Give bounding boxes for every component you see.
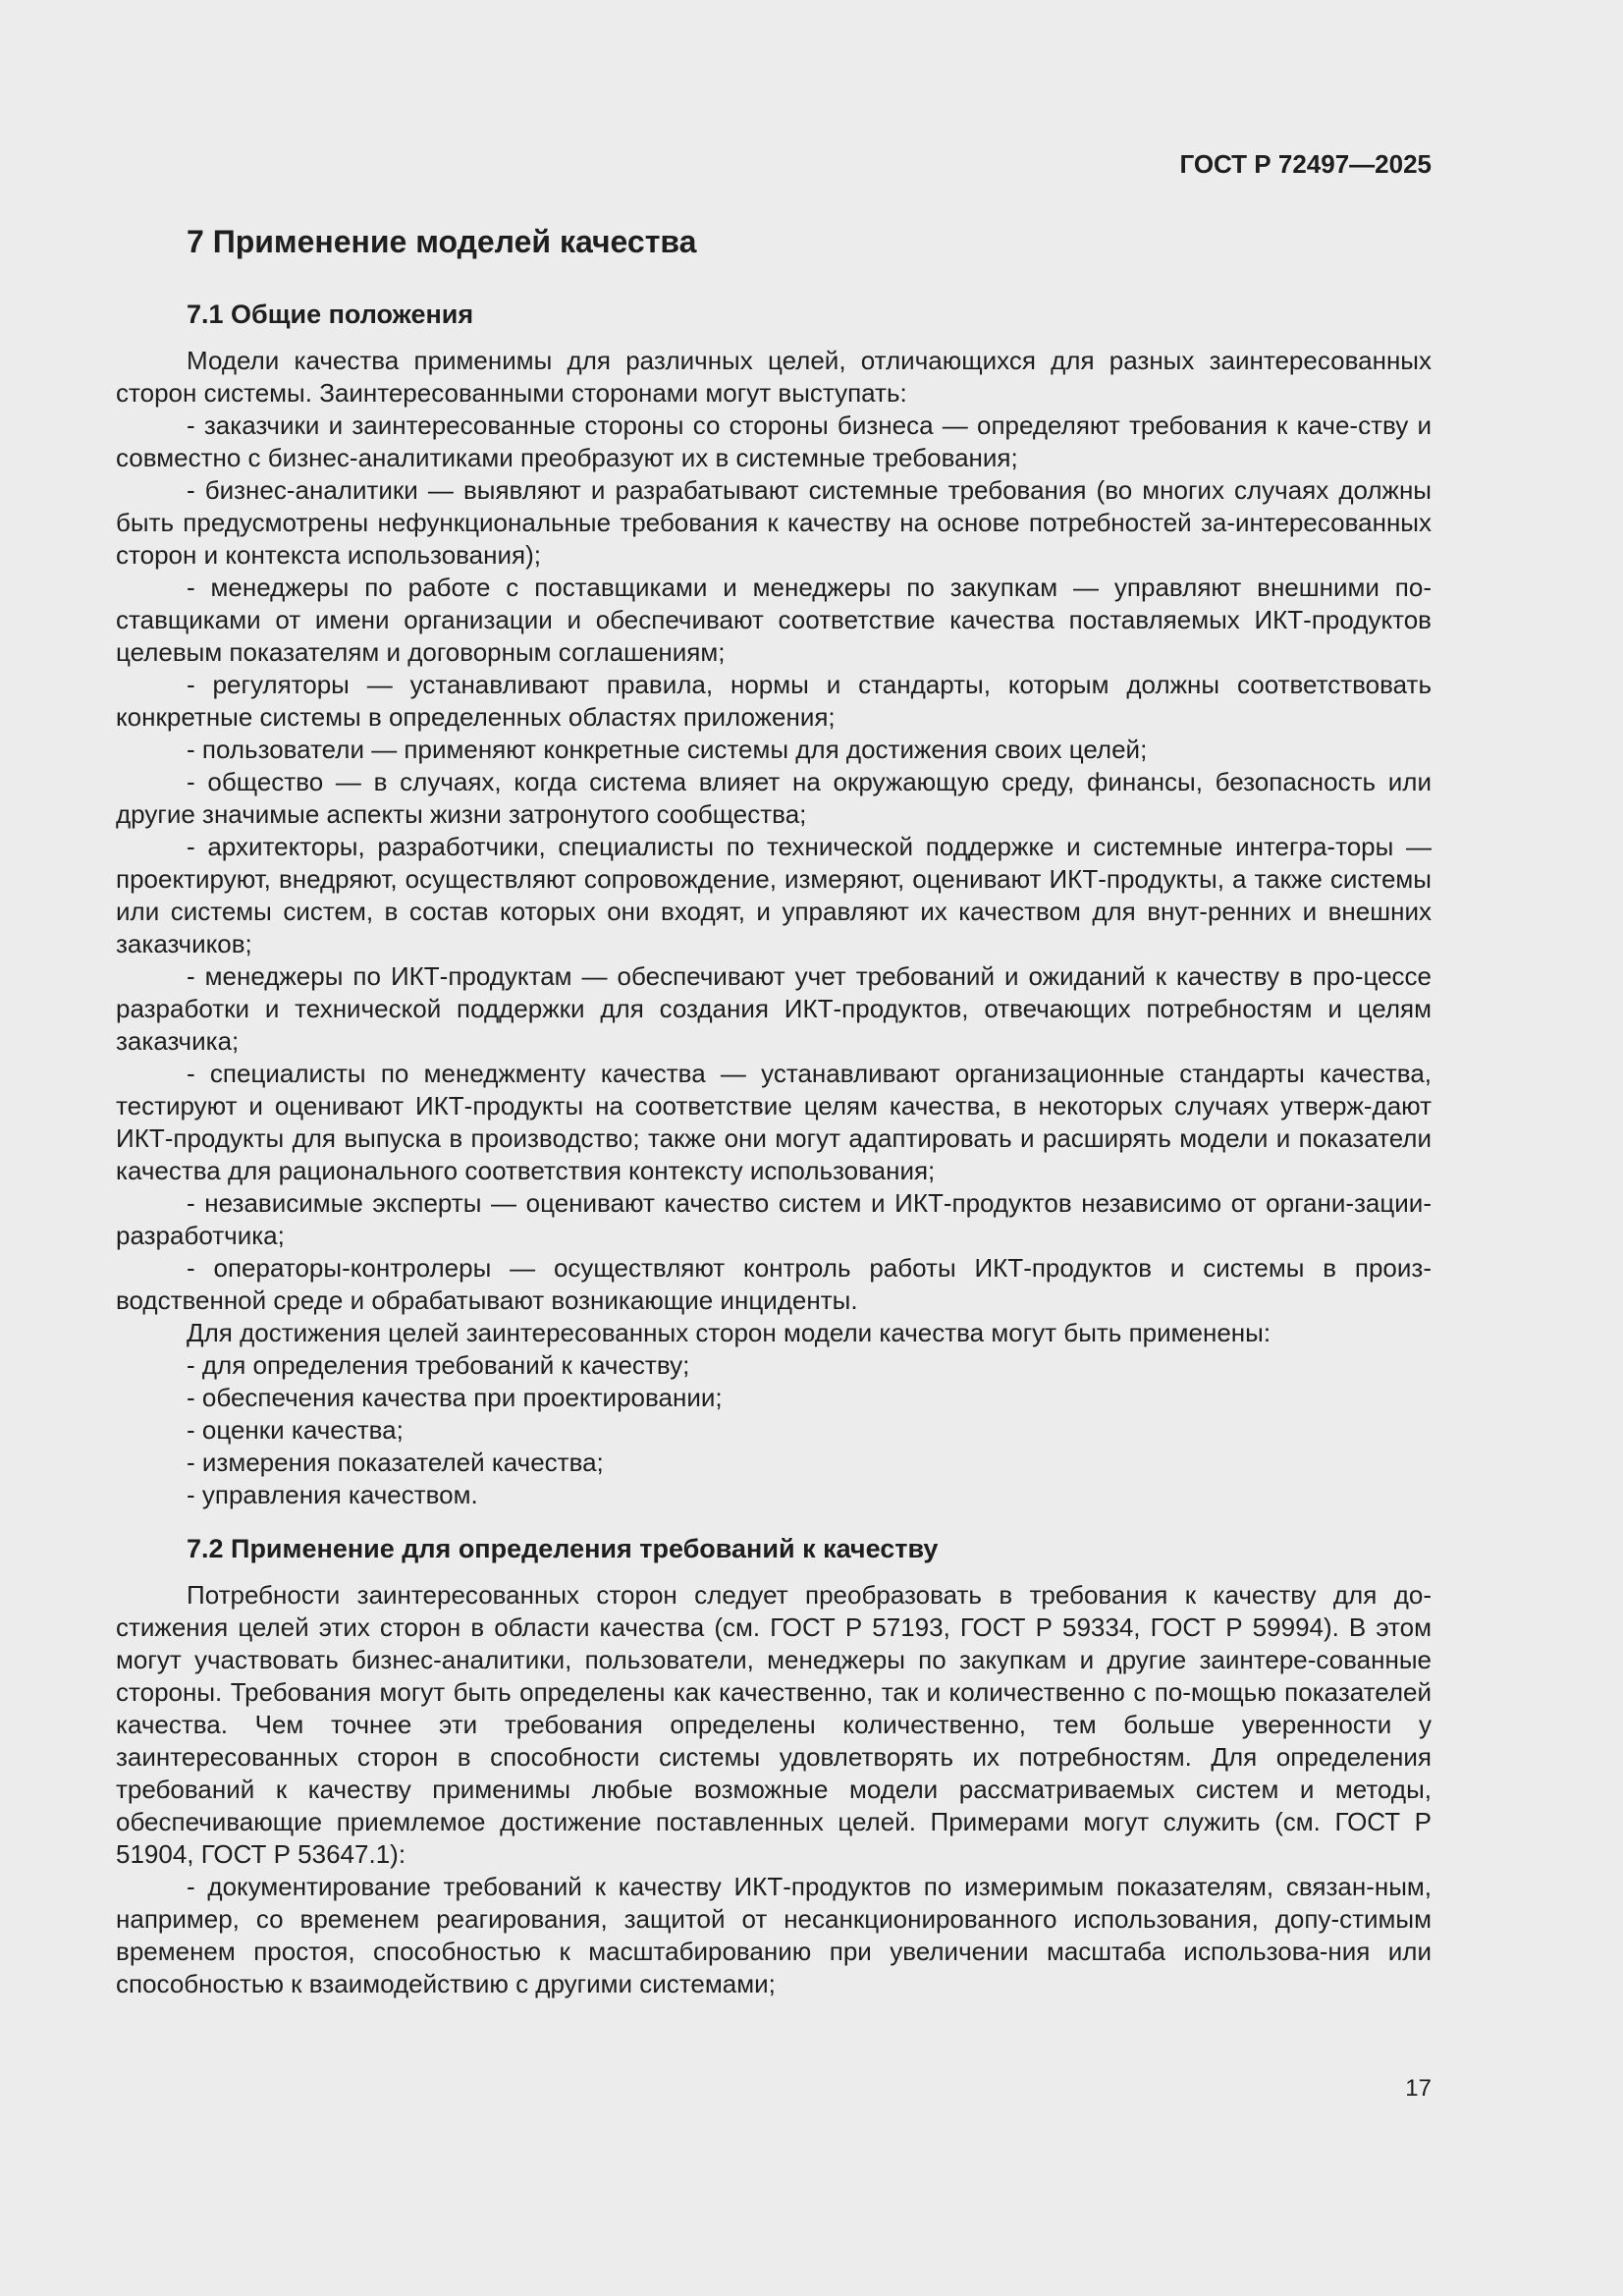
stakeholder-item: - менеджеры по ИКТ-продуктам — обеспечивают учет требований и ожиданий к качеству в про-цессе разработки и технической поддержки для создания ИКТ-продуктов, отвечающих потребностям и целям заказчика; [116,961,1432,1056]
purpose-item: - для определения требований к качеству; [187,1350,690,1380]
paragraph-requirements: Потребности заинтересованных сторон следует преобразовать в требования к качеству для до-стижения целей этих сторон в области качества (см. ГОСТ Р 57193, ГОСТ Р 59334, ГОСТ Р 59994). В этом могут участвовать бизнес-аналитики, пользователи, менеджеры по закупкам и другие заинтере-сованные стороны. Требования могут быть определены как качественно, так и количественно с по-мощью показателей качества. Чем точнее эти требования определены количественно, тем больше уверенности у заинтересованных сторон в способности системы удовлетворять их потребностям. Для определения требований к качеству применимы любые возможные модели рассматриваемых систем и методы, обеспечивающие приемлемое достижение поставленных целей. Примерами могут служить (см. ГОСТ Р 51904, ГОСТ Р 53647.1): [116,1580,1432,1869]
stakeholder-item: - специалисты по менеджменту качества — устанавливают организационные стандарты качества, тестируют и оценивают ИКТ-продукты на соответствие целям качества, в некоторых случаях утверж-дают ИКТ-продукты для выпуска в производство; также они могут адаптировать и расширять модели и показатели качества для рационального соответствия контексту использования; [116,1059,1432,1185]
section-title: 7 Применение моделей качества [187,224,697,259]
stakeholder-item: - операторы-контролеры — осуществляют контроль работы ИКТ-продуктов и системы в произ-водственной среде и обрабатывают возникающие инциденты. [116,1253,1432,1315]
purpose-item: - оценки качества; [187,1415,404,1445]
subsection-title-7-2: 7.2 Применение для определения требований к качеству [187,1534,939,1563]
stakeholder-item: - менеджеры по работе с поставщиками и менеджеры по закупкам — управляют внешними по-ставщиками от имени организации и обеспечивают соответствие качества поставляемых ИКТ-продуктов целевым показателям и договорным соглашениям; [116,573,1432,667]
stakeholder-item: - пользователи — применяют конкретные системы для достижения своих целей; [187,735,1148,764]
purpose-item: - управления качеством. [187,1480,478,1509]
paragraph-purposes-intro: Для достижения целей заинтересованных сторон модели качества могут быть применены: [187,1318,1271,1347]
stakeholder-item: - общество — в случаях, когда система влияет на окружающую среду, финансы, безопасность или другие значимые аспекты жизни затронутого сообщества; [116,767,1432,829]
document-code: ГОСТ Р 72497—2025 [1179,149,1432,179]
subsection-title-7-1: 7.1 Общие положения [187,300,474,329]
stakeholder-item: - независимые эксперты — оценивают качество систем и ИКТ-продуктов независимо от органи-зации-разработчика; [116,1188,1432,1250]
paragraph-intro: Модели качества применимы для различных целей, отличающихся для разных заинтересованных сторон системы. Заинтересованными сторонами могут выступать: [116,346,1432,408]
purpose-item: - обеспечения качества при проектировании; [187,1383,723,1412]
stakeholder-item: - бизнес-аналитики — выявляют и разрабатывают системные требования (во многих случаях должны быть предусмотрены нефункциональные требования к качеству на основе потребностей за-интересованных сторон и контекста использования); [116,475,1432,570]
stakeholder-item: - регуляторы — устанавливают правила, нормы и стандарты, которым должны соответствовать конкретные системы в определенных областях приложения; [116,670,1432,732]
stakeholder-item: - архитекторы, разработчики, специалисты по технической поддержке и системные интегра-торы — проектируют, внедряют, осуществляют сопровождение, измеряют, оценивают ИКТ-продукты, а также системы или системы систем, в состав которых они входят, и управляют их качеством для внут-ренних и внешних заказчиков; [116,832,1432,958]
page-number: 17 [1405,2075,1432,2102]
stakeholder-item: - заказчики и заинтересованные стороны со стороны бизнеса — определяют требования к каче-ству и совместно с бизнес-аналитиками преобразуют их в системные требования; [116,410,1432,472]
purpose-item: - измерения показателей качества; [187,1448,604,1477]
page-content [116,222,1432,2000]
example-item: - документирование требований к качеству ИКТ-продуктов по измеримым показателям, связан-ным, например, со временем реагирования, защитой от несанкционированного использования, допу-стимым временем простоя, способностью к масштабированию при увеличении масштаба использова-ния или способностью к взаимодействию с другими системами; [116,1872,1432,1998]
